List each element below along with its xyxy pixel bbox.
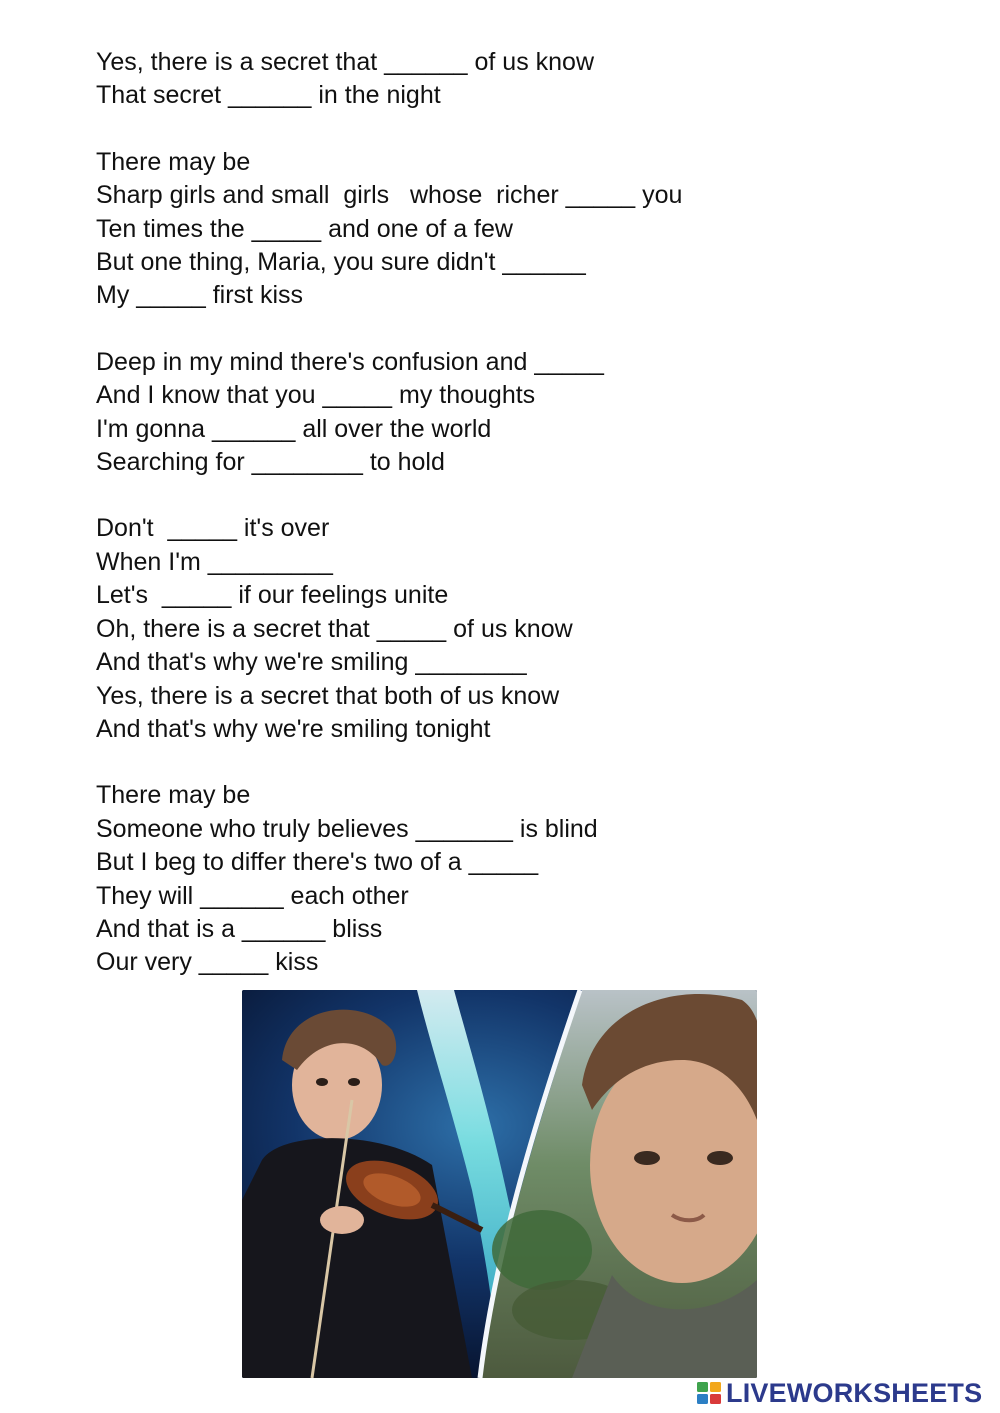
lyric-line: Let's _____ if our feelings unite bbox=[96, 581, 449, 610]
stanza-1 bbox=[96, 46, 916, 113]
brand-name: LIVEWORKSHEETS bbox=[726, 1378, 983, 1408]
singer-photo-collage bbox=[242, 990, 757, 1378]
lyric-line: Sharp girls and small girls whose richer _____ you bbox=[96, 181, 683, 210]
lyric-line: Don't _____ it's over bbox=[96, 514, 330, 543]
lyric-line: Yes, there is a secret that both of us know bbox=[96, 681, 560, 710]
lyric-line: That secret ______ in the night bbox=[96, 81, 441, 110]
lyric-line: I'm gonna ______ all over the world bbox=[96, 414, 492, 443]
lyric-line: There may be bbox=[96, 147, 251, 176]
lyric-line: Deep in my mind there's confusion and _____ bbox=[96, 347, 604, 376]
lyric-line: There may be bbox=[96, 781, 251, 810]
lyric-line: Ten times the _____ and one of a few bbox=[96, 214, 513, 243]
liveworksheets-brand bbox=[696, 1378, 982, 1408]
lyrics-worksheet bbox=[96, 46, 916, 1013]
lyric-line: And that is a ______ bliss bbox=[96, 914, 383, 943]
stanza-3 bbox=[96, 346, 916, 480]
lyric-line: Someone who truly believes _______ is blind bbox=[96, 814, 598, 843]
lyric-line: Searching for ________ to hold bbox=[96, 448, 445, 477]
lyric-line: But I beg to differ there's two of a _____ bbox=[96, 848, 539, 877]
stanza-2 bbox=[96, 146, 916, 313]
lyric-line: My _____ first kiss bbox=[96, 281, 304, 310]
lyric-line: And that's why we're smiling ________ bbox=[96, 648, 527, 677]
lyric-line: And that's why we're smiling tonight bbox=[96, 714, 491, 743]
lyric-line: Our very _____ kiss bbox=[96, 948, 319, 977]
stanza-5 bbox=[96, 779, 916, 979]
photo-illustration bbox=[242, 990, 757, 1378]
lyric-line: And I know that you _____ my thoughts bbox=[96, 381, 536, 410]
lyric-line: Oh, there is a secret that _____ of us know bbox=[96, 614, 573, 643]
lyric-line: When I'm _________ bbox=[96, 547, 333, 576]
lyric-line: They will ______ each other bbox=[96, 881, 409, 910]
lyric-line: But one thing, Maria, you sure didn't ______ bbox=[96, 248, 586, 277]
lyric-line: Yes, there is a secret that ______ of us know bbox=[96, 48, 594, 76]
stanza-4 bbox=[96, 512, 916, 746]
liveworksheets-logo-icon bbox=[696, 1380, 722, 1406]
